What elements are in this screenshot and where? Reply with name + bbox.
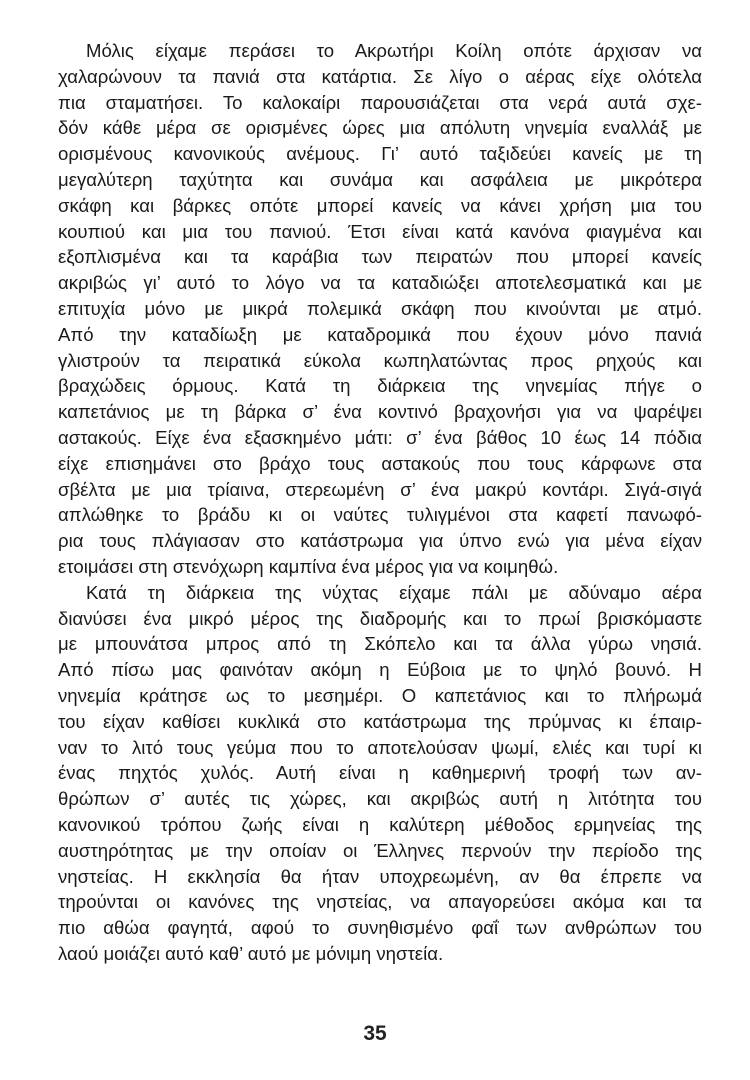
text-line: με μπουνάτσα μπρος από τη Σκόπελο και τα άλλα γύρω νησιά.	[58, 633, 702, 655]
text-line: βραχώδεις όρμους. Κατά τη διάρκεια της νηνεμίας πήγε ο	[58, 375, 702, 397]
text-line: επιτυχία μόνο με μικρά πολεμικά σκάφη που κινούνται με ατμό.	[58, 297, 702, 319]
text-line: λαού μοιάζει αυτό καθ’ αυτό με μόνιμη νηστεία.	[58, 942, 444, 964]
text-line: Από πίσω μας φαινόταν ακόμη η Εύβοια με το ψηλό βουνό. Η	[58, 659, 702, 681]
text-line: αυστηρότητας με την οποίαν οι Έλληνες περνούν την περίοδο της	[58, 839, 702, 861]
text-line: ακριβώς γι’ αυτό το λόγο να τα καταδιώξει αποτελεσματικά και με	[58, 272, 702, 294]
text-line: είχε επισημάνει στο βράχο τους αστακούς που τους κάρφωνε στα	[58, 452, 702, 474]
text-line: απλώθηκε το βράδυ κι οι ναύτες τυλιγμένοι στα καφετί πανωφό-	[58, 504, 702, 526]
text-line: μεγαλύτερη ταχύτητα και συνάμα και ασφάλεια με μικρότερα	[58, 168, 702, 190]
text-line: θρώπων σ’ αυτές τις χώρες, και ακριβώς αυτή η λιτότητα του	[58, 788, 702, 810]
text-line: Από την καταδίωξη με καταδρομικά που έχουν μόνο πανιά	[58, 323, 702, 345]
text-line: εξοπλισμένα και τα καράβια των πειρατών που μπορεί κανείς	[58, 246, 702, 268]
body-text	[58, 38, 702, 967]
paragraph-2	[58, 580, 702, 967]
text-line: ετοιμάσει στη στενόχωρη καμπίνα ένα μέρος για να κοιμηθώ.	[58, 555, 559, 577]
text-line: πια σταματήσει. Το καλοκαίρι παρουσιάζεται στα νερά αυτά σχε-	[58, 91, 702, 113]
text-line: διανύσει ένα μικρό μέρος της διαδρομής και το πρωί βρισκόμαστε	[58, 607, 702, 629]
text-line: δόν κάθε μέρα σε ορισμένες ώρες μια απόλυτη νηνεμία εναλλάξ με	[58, 117, 702, 139]
text-line: του είχαν καθίσει κυκλικά στο κατάστρωμα της πρύμνας κι έπαιρ-	[58, 710, 702, 732]
text-line: σβέλτα με μια τρίαινα, στερεωμένη σ’ ένα μακρύ κοντάρι. Σιγά-σιγά	[58, 478, 702, 500]
text-line: Μόλις είχαμε περάσει το Ακρωτήρι Κοίλη οπότε άρχισαν να	[86, 40, 702, 61]
text-line: κανονικού τρόπου ζωής είναι η καλύτερη μέθοδος ερμηνείας της	[58, 813, 702, 835]
text-line: τηρούνται οι κανόνες της νηστείας, να απαγορεύσει ακόμα και τα	[58, 891, 702, 913]
text-line: νηνεμία κράτησε ως το μεσημέρι. Ο καπετάνιος και το πλήρωμά	[58, 684, 702, 706]
text-line: γλιστρούν τα πειρατικά εύκολα κωπηλατώντας προς ρηχούς και	[58, 349, 702, 371]
text-line: πιο αθώα φαγητά, αφού το συνηθισμένο φαΐ των ανθρώπων του	[58, 917, 702, 939]
text-line: Κατά τη διάρκεια της νύχτας είχαμε πάλι με αδύναμο αέρα	[86, 581, 702, 603]
text-line: αστακούς. Είχε ένα εξασκημένο μάτι: σ’ ένα βάθος 10 έως 14 πόδια	[58, 426, 702, 448]
text-line: σκάφη και βάρκες οπότε μπορεί κανείς να κάνει χρήση μια του	[58, 194, 702, 216]
text-line: καπετάνιος με τη βάρκα σ’ ένα κοντινό βραχονήσι για να ψαρέψει	[58, 401, 702, 423]
paragraph-1	[58, 38, 702, 580]
text-line: ναν το λιτό τους γεύμα που το αποτελούσαν ψωμί, ελιές και τυρί κι	[58, 736, 702, 758]
text-line: νηστείας. Η εκκλησία θα ήταν υποχρεωμένη, αν θα έπρεπε να	[58, 865, 702, 887]
text-line: ορισμένους κανονικούς ανέμους. Γι’ αυτό ταξιδεύει κανείς με τη	[58, 143, 702, 165]
text-line: κουπιού και μια του πανιού. Έτσι είναι κατά κανόνα φιαγμένα και	[58, 220, 702, 242]
page-number: 35	[363, 1022, 387, 1045]
text-line: χαλαρώνουν τα πανιά στα κατάρτια. Σε λίγο ο αέρας είχε ολότελα	[58, 65, 702, 87]
text-line: ένας πηχτός χυλός. Αυτή είναι η καθημερινή τροφή των αν-	[58, 762, 702, 784]
text-line: ρια τους πλάγιασαν στο κατάστρωμα για ύπνο ενώ για μένα είχαν	[58, 530, 702, 552]
